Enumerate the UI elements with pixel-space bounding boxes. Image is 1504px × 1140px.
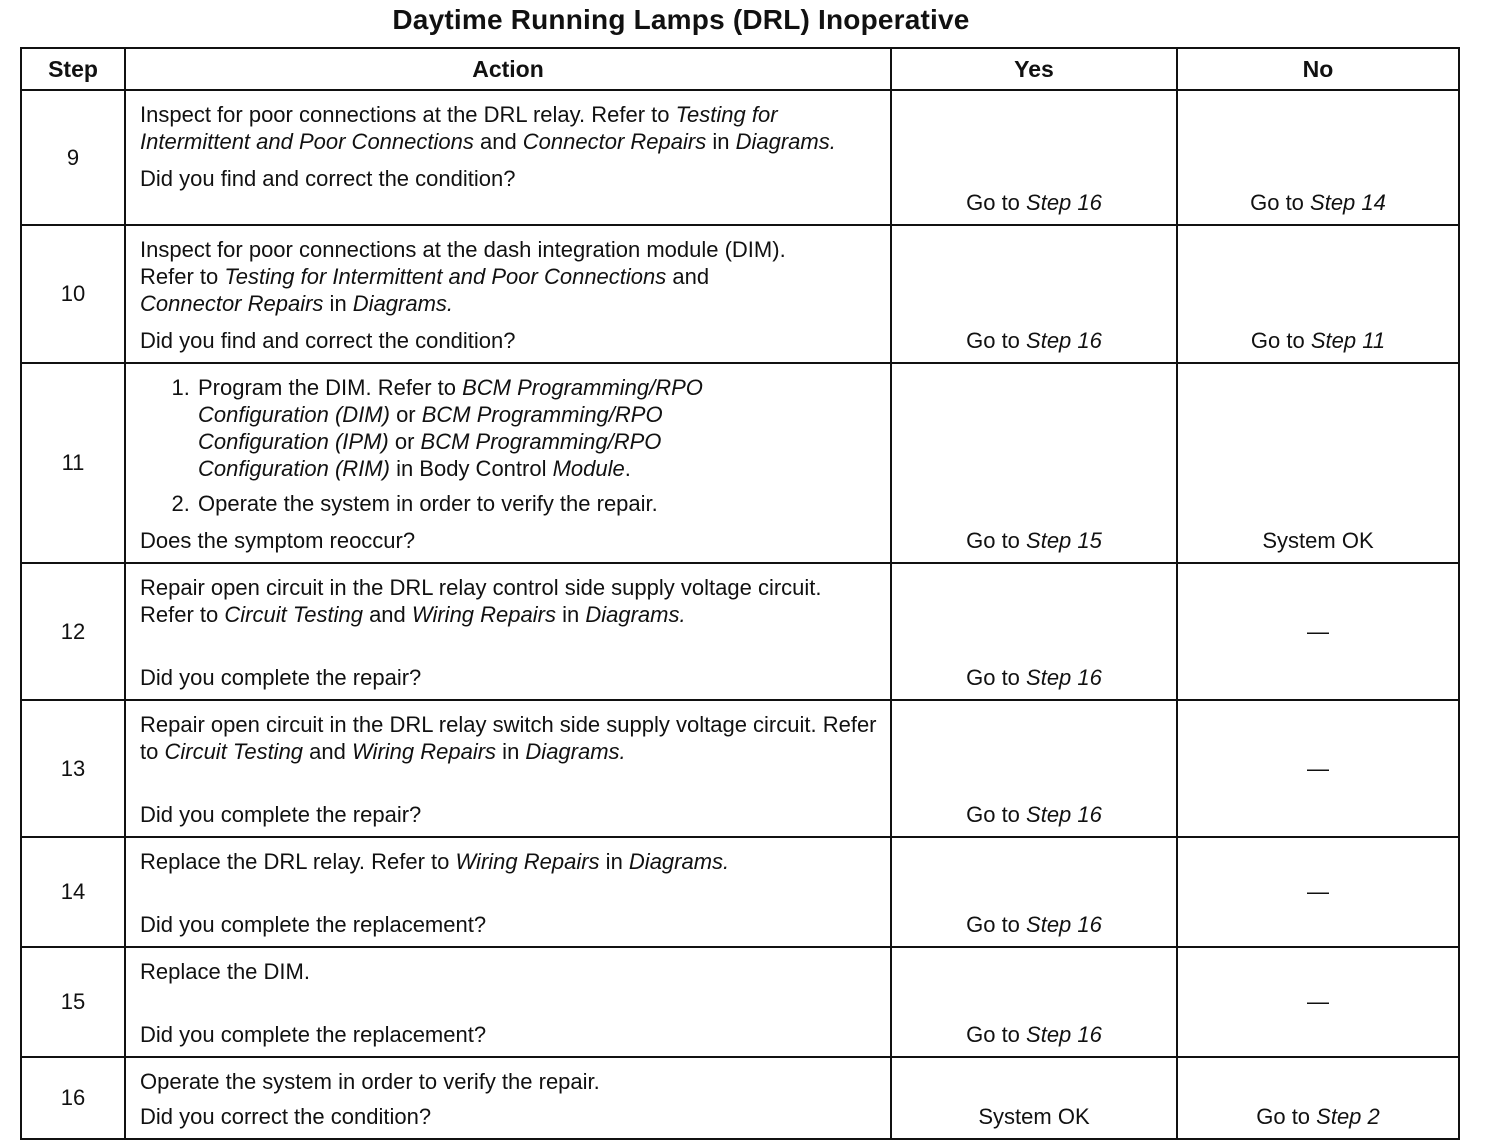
action-cell [125, 363, 891, 563]
action-question: Did you find and correct the condition? [140, 166, 516, 191]
no-result: — [1307, 879, 1329, 904]
table-row [21, 363, 1459, 563]
reference-link: Connector Repairs [522, 129, 707, 154]
action-text: Replace the DIM. [140, 959, 310, 984]
goto-step: Step 11 [1310, 328, 1386, 353]
step-number: 15 [21, 947, 125, 1057]
action-cell [125, 225, 891, 363]
action-step-list [140, 374, 880, 517]
yes-result [892, 802, 1176, 828]
no-result: — [1307, 618, 1329, 644]
no-cell [1177, 225, 1459, 363]
action-text-part: and [362, 602, 412, 627]
action-text-part: Replace the DRL relay. Refer to [140, 849, 456, 874]
reference-link: Testing for Intermittent and Poor Connections [224, 264, 667, 289]
page-title: Daytime Running Lamps (DRL) Inoperative [392, 4, 970, 35]
action-cell [125, 1057, 891, 1139]
no-cell [1177, 563, 1459, 700]
reference-link: Testing for Intermittent and Poor Connections [140, 102, 778, 154]
action-text-part: or [388, 429, 421, 454]
reference-link: BCM Programming/RPO Configuration (DIM) [198, 375, 703, 427]
yes-result [892, 528, 1176, 554]
no-result [1178, 328, 1458, 354]
action-cell [125, 700, 891, 837]
yes-result [892, 1022, 1176, 1048]
no-cell [1177, 700, 1459, 837]
no-result: — [1307, 755, 1329, 781]
action-text-part: and [473, 129, 523, 154]
goto-step: Step 16 [1026, 190, 1102, 215]
reference-link: Diagrams. [585, 602, 686, 627]
no-result [1178, 190, 1458, 216]
no-cell [1177, 363, 1459, 563]
action-text [140, 236, 790, 317]
reference-link: Diagrams. [628, 849, 730, 874]
action-text-part: in [323, 291, 353, 316]
yes-cell [891, 225, 1177, 363]
step-number: 11 [21, 363, 125, 563]
action-question: Did you complete the repair? [140, 665, 422, 690]
action-text-part: Repair open circuit in the DRL relay control side supply voltage circuit. Refer to [140, 575, 822, 627]
yes-cell [891, 700, 1177, 837]
reference-link: Wiring Repairs [351, 739, 497, 764]
action-question: Did you correct the condition? [140, 1104, 432, 1129]
action-text-part: Repair open circuit in the DRL relay switch side supply voltage circuit. Refer to [140, 712, 877, 764]
goto-step: Step 14 [1310, 190, 1386, 215]
action-question: Did you complete the replacement? [140, 912, 487, 937]
action-text-part: in [496, 739, 526, 764]
action-cell [125, 837, 891, 947]
goto-step: Step 2 [1316, 1104, 1380, 1129]
goto-step: Step 16 [1026, 665, 1102, 690]
action-text-part: and [666, 264, 710, 289]
action-question: Does the symptom reoccur? [140, 528, 416, 553]
step-number: 10 [21, 225, 125, 363]
reference-link: Connector Repairs [140, 291, 324, 316]
action-text-part: in [555, 602, 586, 627]
no-cell [1177, 90, 1459, 225]
action-text-part: and [303, 739, 352, 764]
no-result: — [1307, 989, 1329, 1014]
goto-label: Go to [966, 665, 1027, 690]
action-text-part: Inspect for poor connections at the DRL relay. Refer to [140, 102, 676, 127]
reference-link: Circuit Testing [224, 602, 363, 627]
yes-cell [891, 363, 1177, 563]
goto-step: Step 15 [1026, 528, 1102, 553]
no-cell [1177, 1057, 1459, 1139]
reference-link: Diagrams. [525, 739, 626, 764]
reference-link: Module [552, 456, 625, 481]
yes-cell [891, 90, 1177, 225]
goto-step: Step 16 [1026, 912, 1102, 937]
step-number: 12 [21, 563, 125, 700]
reference-link: Diagrams. [352, 291, 454, 316]
action-step-item: 2. Operate the system in order to verify the repair. [196, 490, 880, 517]
action-cell [125, 947, 891, 1057]
reference-link: BCM Programming/RPO Configuration (IPM) [198, 402, 663, 454]
goto-label: Go to [1250, 328, 1311, 353]
yes-result: System OK [978, 1104, 1090, 1129]
header-yes: Yes [891, 48, 1177, 90]
goto-label: Go to [966, 328, 1027, 353]
no-result: System OK [1262, 528, 1374, 553]
table-row [21, 837, 1459, 947]
step-number: 14 [21, 837, 125, 947]
action-text [140, 101, 880, 155]
header-no: No [1177, 48, 1459, 90]
action-text [140, 574, 880, 628]
step-number: 13 [21, 700, 125, 837]
goto-step: Step 16 [1026, 328, 1102, 353]
goto-label: Go to [1250, 190, 1311, 215]
header-row [21, 48, 1459, 90]
table-row [21, 225, 1459, 363]
goto-label: Go to [966, 802, 1027, 827]
step-number: 16 [21, 1057, 125, 1139]
action-text-part: in [706, 129, 736, 154]
step-number: 9 [21, 90, 125, 225]
table-row [21, 1057, 1459, 1139]
action-text: Operate the system in order to verify the repair. [140, 1069, 600, 1094]
action-text-part: in [599, 849, 629, 874]
no-cell [1177, 947, 1459, 1057]
reference-link: BCM Programming/RPO Configuration (RIM) [198, 429, 662, 481]
reference-link: Diagrams. [735, 129, 836, 154]
action-cell [125, 563, 891, 700]
table-row [21, 700, 1459, 837]
action-text-part: Program the DIM. Refer to [198, 375, 463, 400]
action-cell [125, 90, 891, 225]
yes-result [892, 912, 1176, 938]
yes-result [892, 190, 1176, 216]
reference-link: Wiring Repairs [411, 602, 556, 627]
action-text [140, 848, 880, 875]
goto-step: Step 16 [1026, 1022, 1102, 1047]
action-text [140, 711, 880, 765]
action-text-part: . [624, 456, 631, 481]
goto-label: Go to [1256, 1104, 1317, 1129]
action-question: Did you complete the repair? [140, 802, 422, 827]
goto-label: Go to [966, 1022, 1027, 1047]
table-row [21, 947, 1459, 1057]
action-step-item [196, 374, 798, 482]
no-cell [1177, 837, 1459, 947]
goto-step: Step 16 [1026, 802, 1102, 827]
reference-link: Wiring Repairs [455, 849, 600, 874]
action-question: Did you complete the replacement? [140, 1022, 487, 1047]
goto-label: Go to [966, 190, 1027, 215]
yes-cell [891, 837, 1177, 947]
action-text-part: in Body Control [389, 456, 553, 481]
goto-label: Go to [966, 912, 1027, 937]
yes-result [892, 328, 1176, 354]
action-text-part: or [389, 402, 422, 427]
yes-result [892, 665, 1176, 691]
header-action: Action [125, 48, 891, 90]
table-row [21, 563, 1459, 700]
reference-link: Circuit Testing [164, 739, 304, 764]
goto-label: Go to [966, 528, 1027, 553]
diagnostic-table [20, 47, 1460, 1140]
action-question: Did you find and correct the condition? [140, 328, 516, 353]
yes-cell [891, 563, 1177, 700]
no-result [1178, 1104, 1458, 1130]
table-row [21, 90, 1459, 225]
action-text-part: Inspect for poor connections at the dash integration module (DIM). Refer to [140, 237, 786, 289]
yes-cell [891, 947, 1177, 1057]
yes-cell [891, 1057, 1177, 1139]
header-step: Step [21, 48, 125, 90]
